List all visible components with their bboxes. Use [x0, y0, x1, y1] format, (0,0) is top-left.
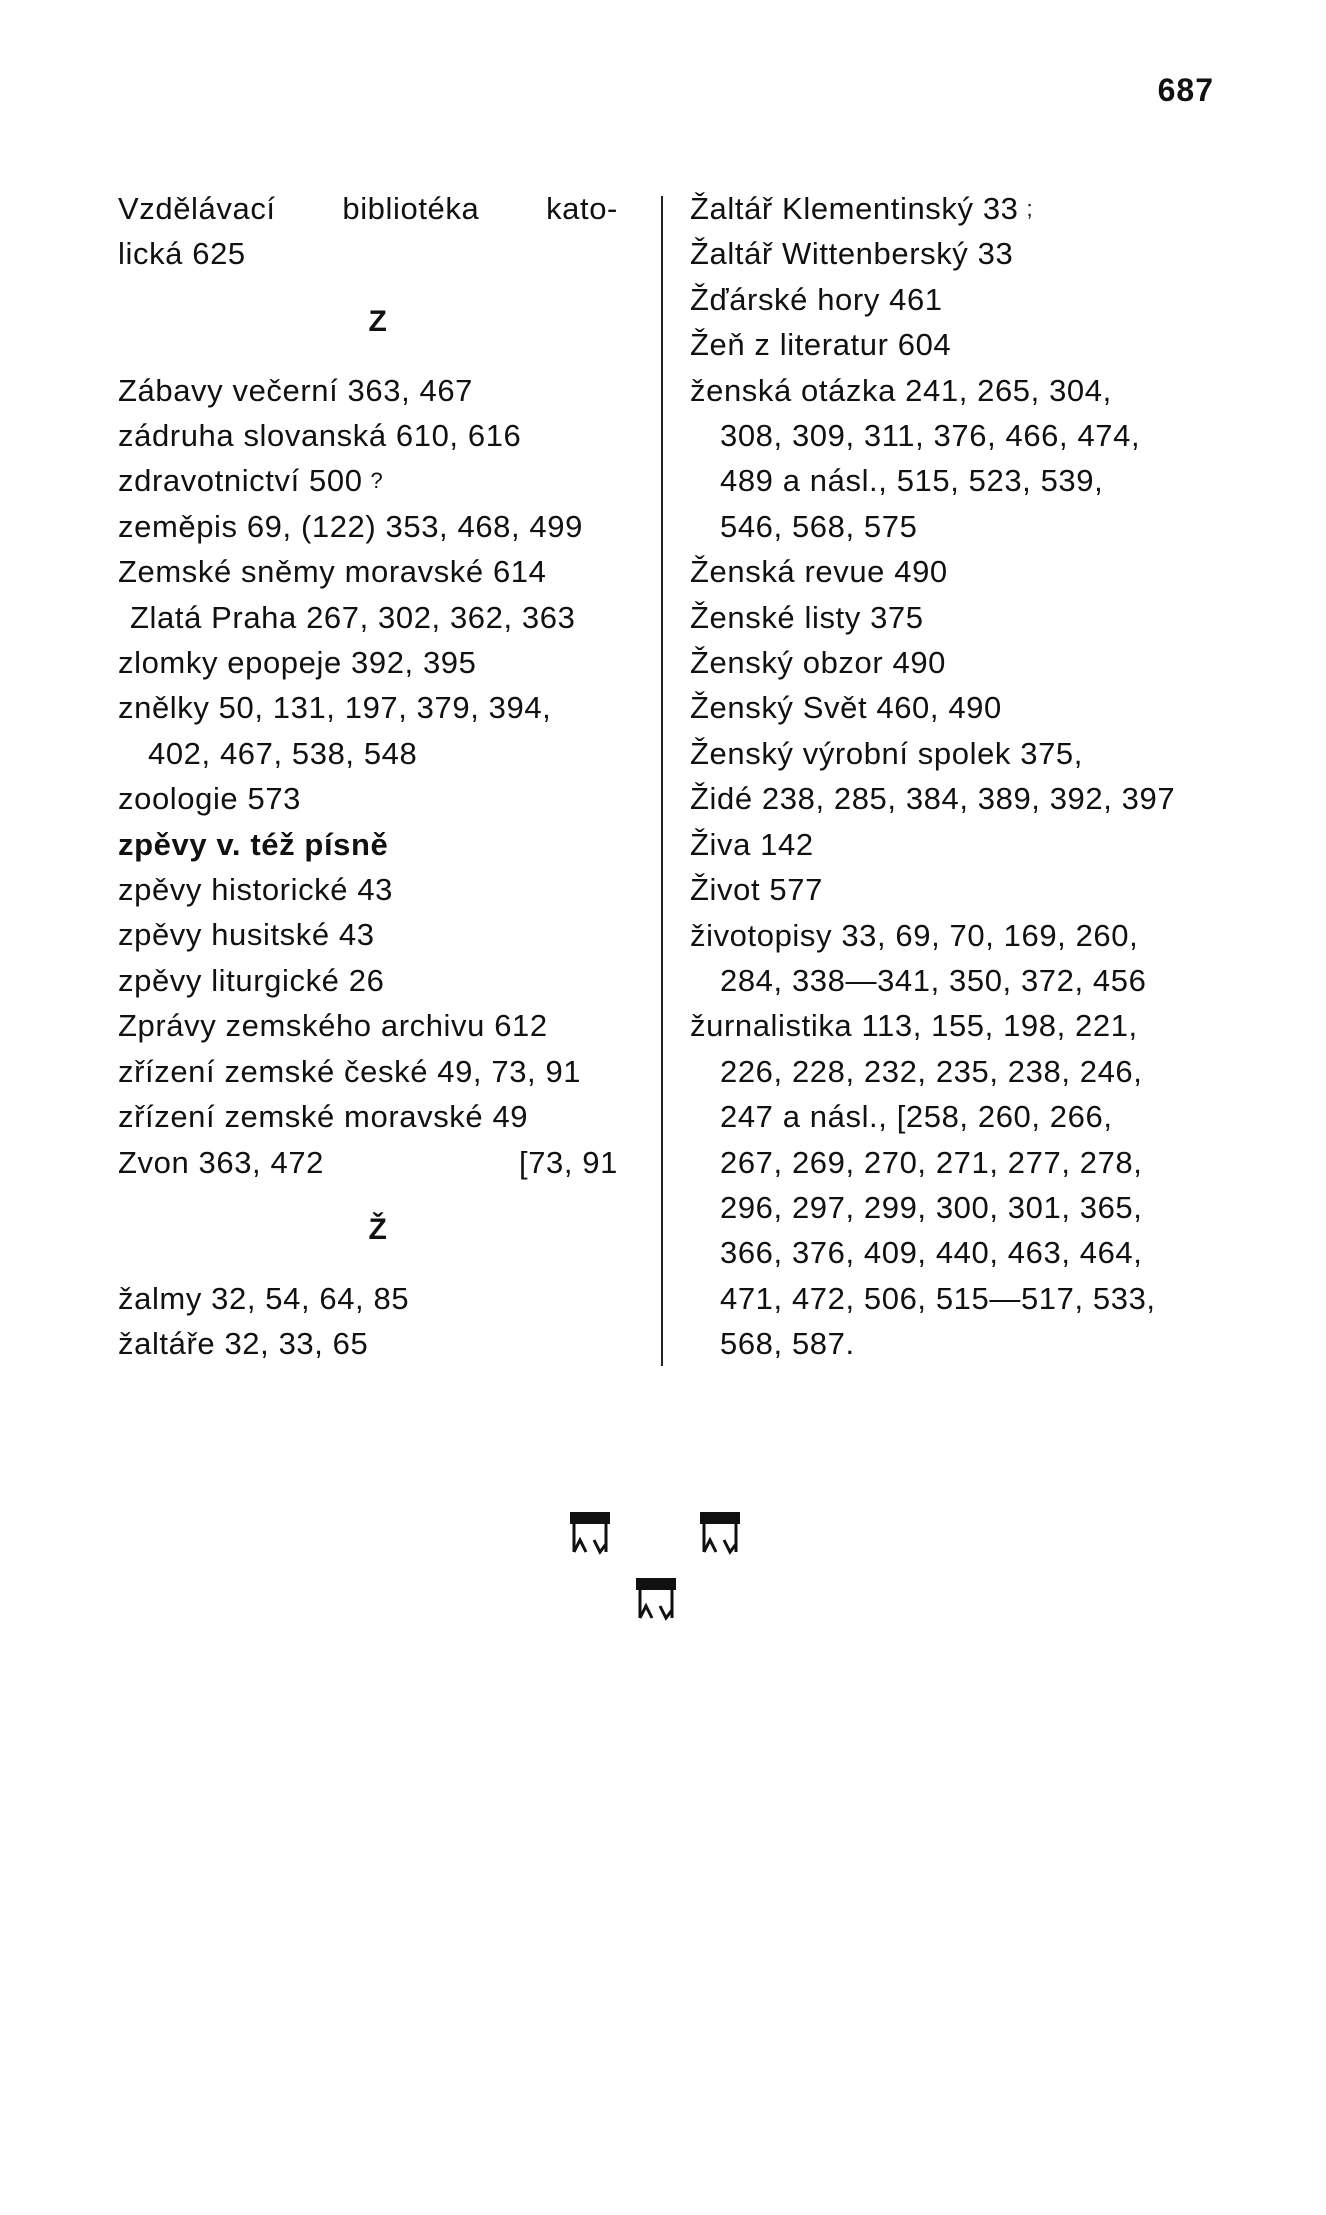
index-entry: Zprávy zemského archivu 612: [118, 1008, 548, 1044]
index-entry: žurnalistika 113, 155, 198, 221,: [690, 1008, 1138, 1044]
index-entry: zoologie 573: [118, 781, 302, 817]
index-entry: Židé 238, 285, 384, 389, 392, 397: [690, 781, 1176, 817]
index-entry: znělky 50, 131, 197, 379, 394,: [118, 690, 552, 726]
index-entry: [118, 1140, 618, 1185]
index-entry: žaltáře 32, 33, 65: [118, 1326, 369, 1362]
index-entry: žalmy 32, 54, 64, 85: [118, 1280, 410, 1316]
index-entry-word: bibliotéka: [342, 191, 480, 226]
index-entry: [118, 186, 618, 231]
index-column-right: [690, 186, 1230, 1367]
index-entry: zeměpis 69, (122) 353, 468, 499: [118, 508, 583, 544]
index-entry-continuation: 296, 297, 299, 300, 301, 365,: [720, 1189, 1143, 1225]
index-entry-text: Zvon 363, 472: [118, 1144, 325, 1180]
index-entry-continuation: 308, 309, 311, 376, 466, 474,: [720, 418, 1141, 454]
index-entry: Žeň z literatur 604: [690, 327, 952, 363]
index-entry-continuation: 267, 269, 270, 271, 277, 278,: [720, 1144, 1143, 1180]
index-entry-continuation: 489 a násl., 515, 523, 539,: [720, 463, 1104, 499]
page-number: 687: [1157, 72, 1214, 108]
index-entry: [118, 458, 638, 503]
index-entry: Živa 142: [690, 826, 814, 862]
section-heading-zh: Ž: [368, 1212, 388, 1246]
index-entry-word: kato-: [546, 191, 618, 226]
index-entry-continuation: 568, 587.: [720, 1326, 855, 1362]
index-entry-text: zdravotnictví 500: [118, 463, 363, 499]
index-entry: zpěvy husitské 43: [118, 917, 375, 953]
column-divider: [661, 196, 663, 1366]
index-entry: Žaltář Wittenberský 33: [690, 236, 1014, 272]
index-entry-continuation: 226, 228, 232, 235, 238, 246,: [720, 1053, 1143, 1089]
index-entry: [690, 186, 1230, 231]
index-entry: zpěvy historické 43: [118, 872, 394, 908]
index-entry-continuation: lická 625: [118, 236, 246, 272]
section-heading-z: Z: [368, 304, 388, 338]
index-entry: zpěvy liturgické 26: [118, 962, 385, 998]
index-entry-continuation: 471, 472, 506, 515—517, 533,: [720, 1280, 1156, 1316]
index-entry: zřízení zemské české 49, 73, 91: [118, 1053, 582, 1089]
index-entry: zlomky epopeje 392, 395: [118, 645, 477, 681]
index-entry-continuation: 402, 467, 538, 548: [148, 735, 418, 771]
index-entry: Život 577: [690, 872, 823, 908]
index-entry: zřízení zemské moravské 49: [118, 1099, 529, 1135]
ornament-icon: [634, 1576, 678, 1632]
index-entry-text: Žaltář Klementinský 33: [690, 191, 1019, 226]
index-entry: zádruha slovanská 610, 616: [118, 418, 522, 454]
index-entry: Ženské listy 375: [690, 599, 924, 635]
index-entry: Ženská revue 490: [690, 554, 948, 590]
index-column-left: [118, 186, 638, 1367]
index-entry: Žďárské hory 461: [690, 281, 943, 317]
index-entry-continuation: 284, 338—341, 350, 372, 456: [720, 962, 1147, 998]
index-entry: Ženský výrobní spolek 375,: [690, 735, 1083, 771]
index-entry: Ženský obzor 490: [690, 645, 947, 681]
index-entry: Zábavy večerní 363, 467: [118, 372, 474, 408]
margin-mark: ;: [1026, 196, 1034, 221]
index-entry: zpěvy v. též písně: [118, 826, 389, 862]
ornament-icon: [568, 1510, 612, 1566]
index-entry: Zlatá Praha 267, 302, 362, 363: [130, 599, 576, 635]
index-entry: Zemské sněmy moravské 614: [118, 554, 547, 590]
index-entry: ženská otázka 241, 265, 304,: [690, 372, 1112, 408]
index-entry-carryover: [73, 91: [518, 1144, 618, 1180]
index-entry-word: Vzdělávací: [118, 191, 276, 226]
index-entry-continuation: 366, 376, 409, 440, 463, 464,: [720, 1235, 1143, 1271]
index-entry-continuation: 247 a násl., [258, 260, 266,: [720, 1099, 1113, 1135]
index-entry: Ženský Svět 460, 490: [690, 690, 1002, 726]
index-entry: životopisy 33, 69, 70, 169, 260,: [690, 917, 1139, 953]
ornament-icon: [698, 1510, 742, 1566]
handwritten-mark: ?: [370, 468, 384, 494]
index-entry-continuation: 546, 568, 575: [720, 508, 918, 544]
